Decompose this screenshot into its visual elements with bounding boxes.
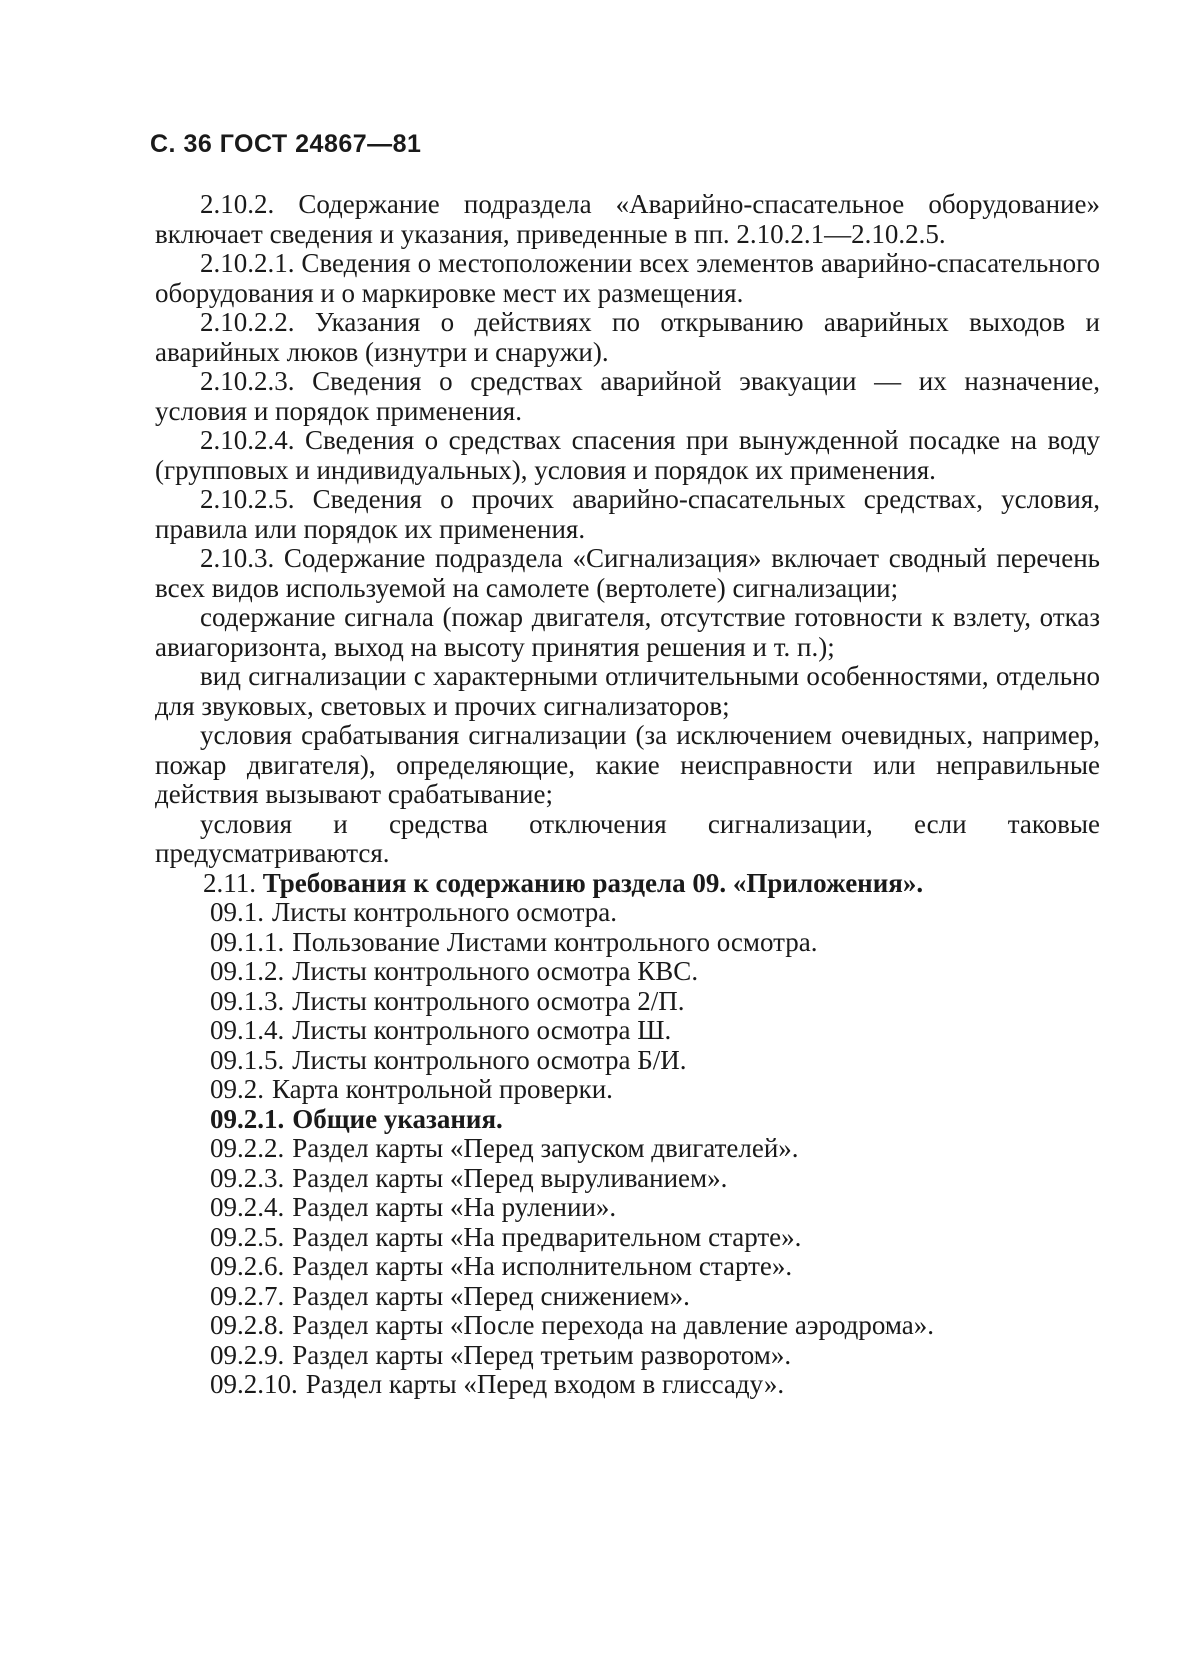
contents-item-number: 09.1. bbox=[210, 897, 264, 927]
contents-item-number: 09.1.2. bbox=[210, 956, 285, 986]
contents-item-number: 09.2.2. bbox=[210, 1133, 285, 1163]
contents-item-number: 09.2.3. bbox=[210, 1162, 285, 1193]
contents-list bbox=[155, 898, 1100, 1400]
contents-item bbox=[155, 928, 1100, 958]
contents-item-text: Раздел карты «После перехода на давление аэродрома». bbox=[292, 1310, 935, 1340]
document-body bbox=[155, 190, 1100, 1427]
contents-item-number: 09.2.8. bbox=[210, 1310, 285, 1340]
section-title: Требования к содержанию раздела 09. «Приложения». bbox=[262, 867, 924, 898]
paragraph: условия и средства отключения сигнализации, если таковые предусматриваются. bbox=[155, 808, 1100, 868]
contents-item-text: Листы контрольного осмотра Б/И. bbox=[292, 1044, 687, 1075]
paragraph: 2.10.2.4. Сведения о средствах спасения при вынужденной посадке на воду (групповых и индивидуальных), условия и порядок их применения. bbox=[155, 425, 1100, 485]
contents-item-text: Раздел карты «Перед снижением». bbox=[292, 1280, 690, 1311]
contents-item-text: Раздел карты «Перед входом в глиссаду». bbox=[305, 1369, 785, 1399]
contents-item bbox=[155, 1134, 1100, 1164]
paragraph: условия срабатывания сигнализации (за исключением очевидных, например, пожар двигателя), определяющие, какие неисправности или неправильные действия вызывают срабатывание; bbox=[155, 720, 1100, 809]
contents-item bbox=[155, 1016, 1100, 1046]
contents-item-number: 09.2.9. bbox=[210, 1339, 285, 1370]
contents-item-text: Раздел карты «Перед третьим разворотом». bbox=[292, 1339, 792, 1370]
contents-item-text: Раздел карты «На предварительном старте». bbox=[292, 1221, 802, 1252]
contents-item-number: 09.1.3. bbox=[210, 985, 285, 1016]
contents-item bbox=[155, 957, 1100, 987]
contents-item-number: 09.1.4. bbox=[210, 1015, 285, 1045]
contents-item bbox=[155, 1105, 1100, 1135]
paragraph: 2.10.2.3. Сведения о средствах аварийной эвакуации — их назначение, условия и порядок применения. bbox=[155, 366, 1100, 426]
contents-item-text: Листы контрольного осмотра КВС. bbox=[292, 956, 699, 986]
contents-item-text: Раздел карты «Перед запуском двигателей». bbox=[292, 1133, 799, 1163]
contents-item-text: Карта контрольной проверки. bbox=[272, 1074, 613, 1104]
contents-item-text: Раздел карты «На рулении». bbox=[292, 1192, 617, 1222]
contents-item-number: 09.2.7. bbox=[210, 1280, 285, 1311]
contents-item-number: 09.2.10. bbox=[210, 1369, 298, 1399]
section-number: 2.11. bbox=[203, 867, 256, 898]
contents-item-number: 09.2. bbox=[210, 1074, 264, 1104]
contents-item-number: 09.1.1. bbox=[210, 926, 285, 957]
contents-item-number: 09.2.5. bbox=[210, 1221, 285, 1252]
contents-item-text: Листы контрольного осмотра. bbox=[272, 897, 618, 927]
contents-item bbox=[155, 1341, 1100, 1371]
contents-item bbox=[155, 898, 1100, 928]
paragraph: 2.10.2. Содержание подраздела «Аварийно-спасательное оборудование» включает сведения и указания, приведенные в пп. 2.10.2.1—2.10.2.5. bbox=[155, 189, 1100, 249]
paragraph: 2.10.2.5. Сведения о прочих аварийно-спасательных средствах, условия, правила или порядок их применения. bbox=[155, 484, 1100, 544]
section-heading bbox=[155, 869, 1100, 899]
paragraph: 2.10.3. Содержание подраздела «Сигнализация» включает сводный перечень всех видов используемой на самолете (вертолете) сигнализации; bbox=[155, 543, 1100, 603]
contents-item bbox=[155, 1282, 1100, 1312]
contents-item bbox=[155, 1075, 1100, 1105]
contents-item bbox=[155, 1193, 1100, 1223]
contents-item bbox=[155, 1311, 1100, 1341]
contents-item bbox=[155, 1164, 1100, 1194]
paragraph: вид сигнализации с характерными отличительными особенностями, отдельно для звуковых, световых и прочих сигнализаторов; bbox=[155, 661, 1100, 721]
paragraph: 2.10.2.1. Сведения о местоположении всех элементов аварийно-спасательного оборудования и о маркировке мест их размещения. bbox=[155, 248, 1100, 308]
contents-item-text: Раздел карты «Перед выруливанием». bbox=[292, 1162, 728, 1193]
contents-item-text: Листы контрольного осмотра 2/П. bbox=[292, 985, 685, 1016]
contents-item bbox=[155, 1252, 1100, 1282]
contents-item-number: 09.2.1. bbox=[210, 1103, 285, 1134]
contents-item-number: 09.1.5. bbox=[210, 1044, 285, 1075]
paragraph: 2.10.2.2. Указания о действиях по открыванию аварийных выходов и аварийных люков (изнутри и снаружи). bbox=[155, 307, 1100, 367]
contents-item-text: Пользование Листами контрольного осмотра. bbox=[292, 926, 818, 957]
paragraph: содержание сигнала (пожар двигателя, отсутствие готовности к взлету, отказ авиагоризонта, выход на высоту принятия решения и т. п.); bbox=[155, 602, 1100, 662]
page-header: С. 36 ГОСТ 24867—81 bbox=[150, 130, 422, 158]
contents-item bbox=[155, 1046, 1100, 1076]
contents-item bbox=[155, 1223, 1100, 1253]
contents-item-text: Общие указания. bbox=[292, 1103, 503, 1134]
contents-item-number: 09.2.6. bbox=[210, 1251, 285, 1281]
contents-item bbox=[155, 1370, 1100, 1400]
contents-item-number: 09.2.4. bbox=[210, 1192, 285, 1222]
contents-item-text: Листы контрольного осмотра Ш. bbox=[292, 1015, 672, 1045]
contents-item bbox=[155, 987, 1100, 1017]
contents-item-text: Раздел карты «На исполнительном старте». bbox=[292, 1251, 793, 1281]
